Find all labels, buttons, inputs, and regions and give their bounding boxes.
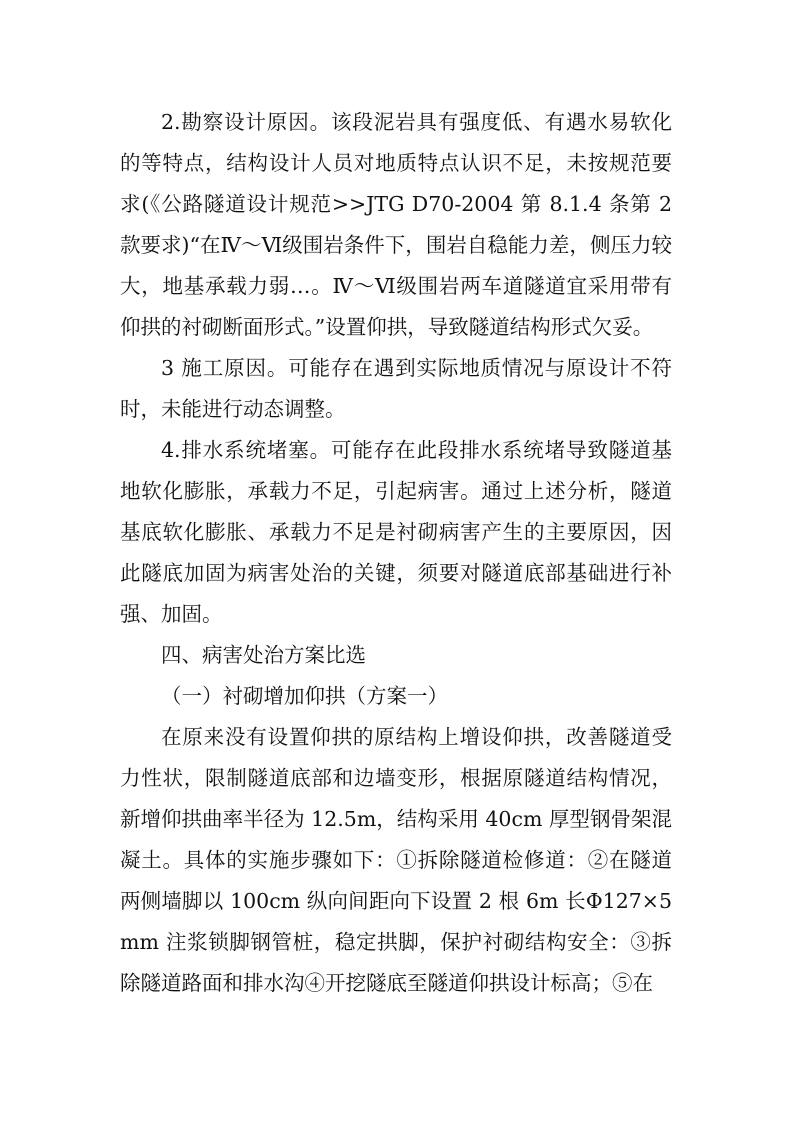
section-heading-treatment-comparison: 四、病害处治方案比选 xyxy=(161,643,366,667)
paragraph-survey-design-cause: 2.勘察设计原因。该段泥岩具有强度低、有遇水易软化的等特点，结构设计人员对地质特点认识不足，未按规范要求(《公路隧道设计规范>>JTG D70-2004 第 8.1.4 条第 2 款要求)“在Ⅳ～Ⅵ级围岩条件下，围岩自稳能力差，侧压力较大，地基承载力弱…。Ⅳ～Ⅵ级围岩两车道隧道宜采用带有仰拱的衬砌断面形式。”设置仰拱，导致隧道结构形式欠妥。 xyxy=(120,110,679,339)
paragraph-drainage-blockage: 4.排水系统堵塞。可能存在此段排水系统堵导致隧道基地软化膨胀，承载力不足，引起病害。通过上述分析，隧道基底软化膨胀、承载力不足是衬砌病害产生的主要原因，因此隧底加固为病害处治的关键，须要对隧道底部基础进行补强、加固。 xyxy=(120,438,672,626)
subsection-heading-plan-one: （一）衬砌增加仰拱（方案一） xyxy=(161,684,448,708)
paragraph-construction-cause: 3 施工原因。可能存在遇到实际地质情况与原设计不符时，未能进行动态调整。 xyxy=(120,356,672,421)
document-body xyxy=(120,102,679,1004)
paragraph-plan-one-description: 在原来没有设置仰拱的原结构上增设仰拱，改善隧道受力性状，限制隧道底部和边墙变形，根据原隧道结构情况，新增仰拱曲率半径为 12.5m，结构采用 40cm 厚型钢骨架混凝土。具体的实施步骤如下：①拆除隧道检修道：②在隧道两侧墙脚以 100cm 纵向间距向下设置 2 根 6m 长Φ127×5mm 注浆锁脚钢管桩，稳定拱脚，保护衬砌结构安全：③拆除隧道路面和排水沟④开挖隧底至隧道仰拱设计标高；⑤在 xyxy=(120,725,672,995)
